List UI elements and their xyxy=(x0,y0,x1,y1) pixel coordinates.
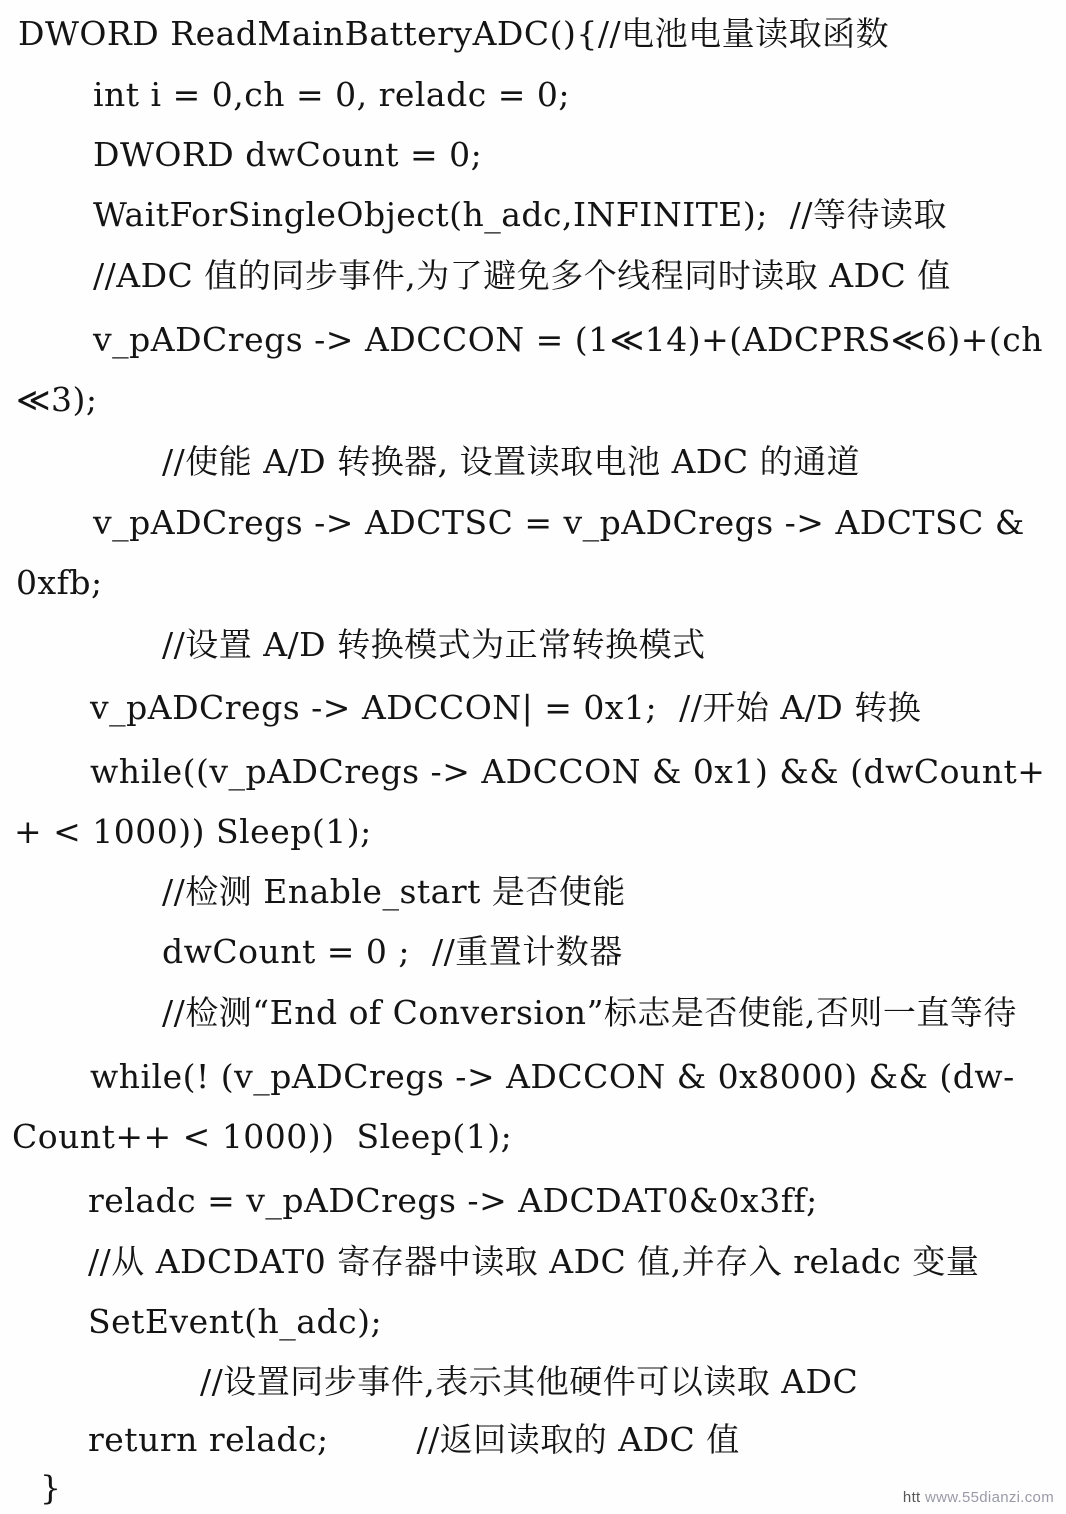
code-line: int i = 0,ch = 0, reladc = 0; xyxy=(93,75,570,114)
site-watermark xyxy=(903,1489,1054,1506)
code-line-continuation: + < 1000)) Sleep(1); xyxy=(14,812,372,851)
watermark-prefix: htt xyxy=(902,1489,921,1506)
code-comment: //检测“End of Conversion”标志是否使能,否则一直等待 xyxy=(162,993,1017,1032)
code-line-continuation: 0xfb; xyxy=(16,563,103,602)
code-comment: //设置同步事件,表示其他硬件可以读取 ADC xyxy=(200,1362,859,1401)
code-line: reladc = v_pADCregs -> ADCDAT0&0x3ff; xyxy=(88,1181,818,1220)
watermark-site: www.55dianzi.com xyxy=(924,1489,1054,1506)
code-line-continuation: ≪3); xyxy=(16,380,98,419)
code-comment: //检测 Enable_start 是否使能 xyxy=(162,872,626,911)
code-comment: //设置 A/D 转换模式为正常转换模式 xyxy=(162,625,706,664)
code-line: return reladc; //返回读取的 ADC 值 xyxy=(88,1420,740,1459)
code-line-continuation: Count++ < 1000)) Sleep(1); xyxy=(12,1117,513,1156)
closing-brace: } xyxy=(40,1468,62,1507)
code-line: SetEvent(h_adc); xyxy=(88,1302,383,1341)
code-comment: //ADC 值的同步事件,为了避免多个线程同时读取 ADC 值 xyxy=(93,256,951,295)
code-line: DWORD dwCount = 0; xyxy=(93,135,483,174)
code-line: v_pADCregs -> ADCCON = (1≪14)+(ADCPRS≪6)+(ch xyxy=(93,320,1043,359)
code-line: WaitForSingleObject(h_adc,INFINITE); //等待读取 xyxy=(93,195,948,234)
code-line: dwCount = 0 ; //重置计数器 xyxy=(162,932,623,971)
code-line: v_pADCregs -> ADCTSC = v_pADCregs -> ADCTSC & xyxy=(93,503,1025,542)
code-comment: //使能 A/D 转换器, 设置读取电池 ADC 的通道 xyxy=(162,442,861,481)
code-line: v_pADCregs -> ADCCON| = 0x1; //开始 A/D 转换 xyxy=(90,688,922,727)
code-line: while(! (v_pADCregs -> ADCCON & 0x8000) && (dw- xyxy=(90,1057,1015,1096)
code-comment: //从 ADCDAT0 寄存器中读取 ADC 值,并存入 reladc 变量 xyxy=(88,1242,980,1281)
code-line: DWORD ReadMainBatteryADC(){//电池电量读取函数 xyxy=(18,14,890,53)
code-line: while((v_pADCregs -> ADCCON & 0x1) && (dwCount+ xyxy=(90,752,1046,791)
